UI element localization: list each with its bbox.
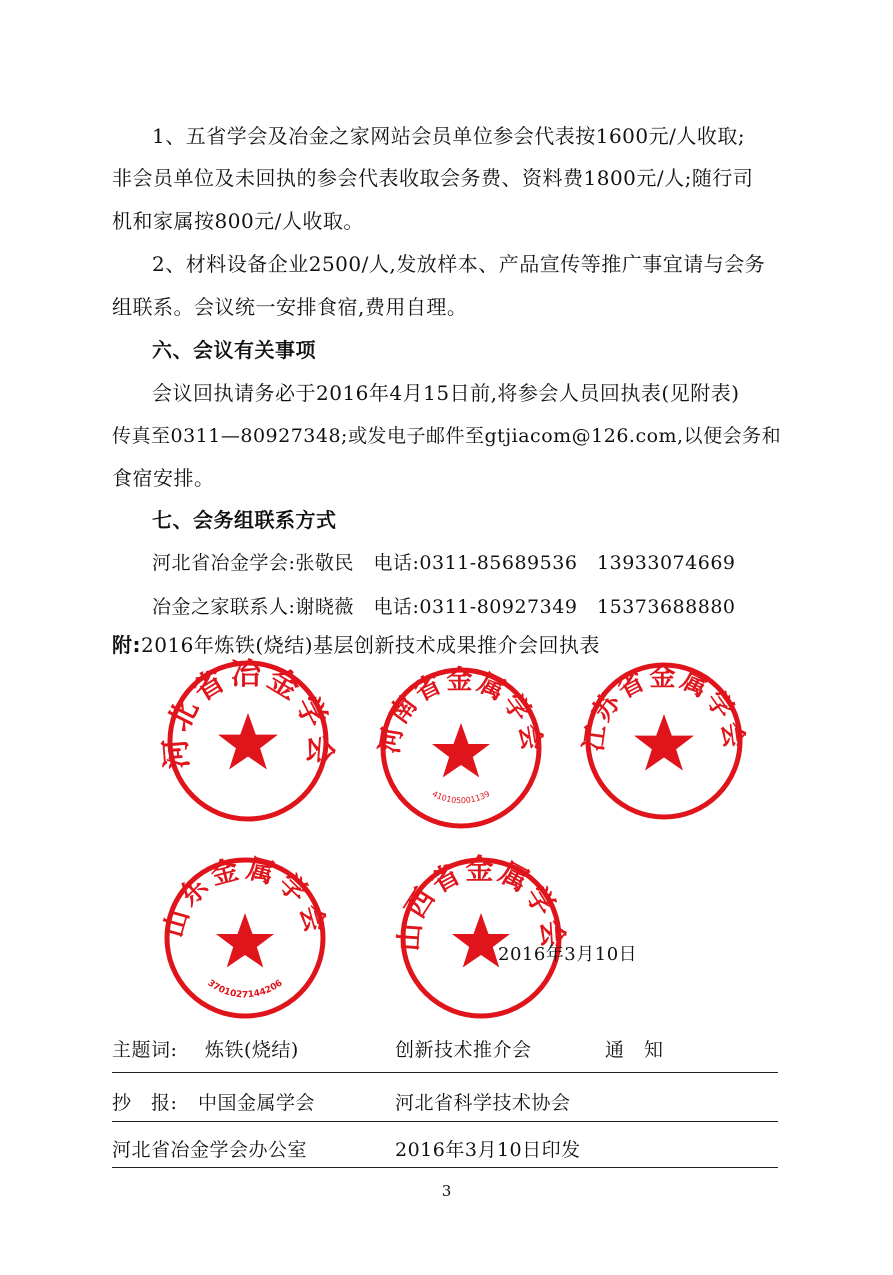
seal-jiangsu-text: 江苏省金属学会 <box>578 662 750 754</box>
seal-hebei-graphic <box>157 657 339 824</box>
fee-item-1-line-1: 1、五省学会及冶金之家网站会员单位参会代表按1600元/人收取; <box>152 124 746 148</box>
attachment-line <box>112 632 600 658</box>
section-6-line-1: 会议回执请务必于2016年4月15日前,将参会人员回执表(见附表) <box>152 381 740 405</box>
seal-jiangsu-graphic <box>578 660 750 822</box>
footer-divider-1 <box>112 1072 778 1073</box>
seal-henan <box>374 665 548 831</box>
keywords-2: 创新技术推介会 <box>395 1039 532 1061</box>
seal-shandong-text: 山东金属学会 <box>157 853 333 941</box>
star-icon <box>432 723 490 778</box>
seal-hebei-text: 河北省冶金学会 <box>157 657 339 771</box>
signing-date: 2016年3月10日 <box>498 944 638 965</box>
seal-henan-text: 河南省金属学会 <box>374 665 548 756</box>
keywords-1: 炼铁(烧结) <box>205 1039 299 1061</box>
keywords-label: 主题词: <box>112 1039 178 1061</box>
seal-hebei <box>157 657 339 824</box>
section-7-heading: 七、会务组联系方式 <box>152 508 337 532</box>
keywords-3: 通 知 <box>605 1039 664 1061</box>
svg-text:410105001139 <box>431 789 492 805</box>
seal-jiangsu <box>578 660 750 822</box>
footer-divider-2 <box>112 1121 778 1122</box>
contact-yejin-home: 冶金之家联系人:谢晓薇 电话:0311-80927349 15373688880 <box>152 596 736 618</box>
seal-shandong-code: 3701027144206 <box>205 978 285 1001</box>
fee-item-2-line-1: 2、材料设备企业2500/人,发放样本、产品宣传等推广事宜请与会务 <box>152 252 766 276</box>
attachment-title: 2016年炼铁(烧结)基层创新技术成果推介会回执表 <box>141 633 601 657</box>
seal-henan-code: 410105001139 <box>430 789 492 806</box>
seal-henan-graphic <box>374 665 548 831</box>
issuer: 河北省冶金学会办公室 <box>112 1139 308 1161</box>
section-6-line-3: 食宿安排。 <box>112 466 215 490</box>
issue-date: 2016年3月10日印发 <box>395 1139 581 1161</box>
fee-item-2-line-2: 组联系。会议统一安排食宿,费用自理。 <box>112 295 468 319</box>
section-6-heading: 六、会议有关事项 <box>152 338 316 362</box>
star-icon <box>216 913 274 968</box>
attachment-label: 附: <box>112 633 141 657</box>
cc-2: 河北省科学技术协会 <box>395 1092 571 1114</box>
footer-divider-3 <box>112 1167 778 1168</box>
seal-shandong-graphic <box>157 853 333 1021</box>
cc-1: 中国金属学会 <box>198 1092 316 1114</box>
section-6-line-2: 传真至0311—80927348;或发电子邮件至gtjiacom@126.com,以便会务和 <box>112 425 782 447</box>
svg-text:3701027144206 <box>205 978 284 1000</box>
fee-item-1-line-3: 机和家属按800元/人收取。 <box>112 209 364 233</box>
page-number: 3 <box>441 1182 452 1200</box>
fee-item-1-line-2: 非会员单位及未回执的参会代表收取会务费、资料费1800元/人;随行司 <box>112 166 754 190</box>
contact-hebei: 河北省冶金学会:张敬民 电话:0311-85689536 13933074669 <box>152 552 736 574</box>
seal-shandong <box>157 853 333 1021</box>
star-icon <box>218 713 278 770</box>
star-icon <box>634 714 694 771</box>
cc-label: 抄 报: <box>112 1092 178 1114</box>
seal-shanxi-text: 山西省金属学会 <box>392 852 570 953</box>
